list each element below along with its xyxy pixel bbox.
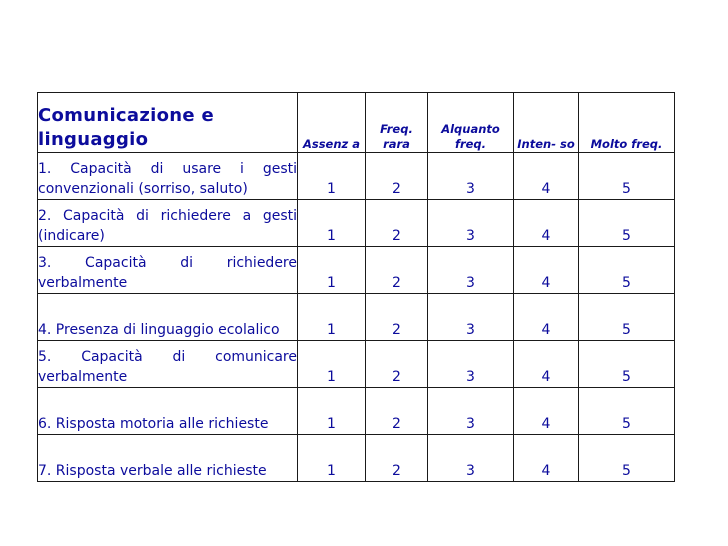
score-cell: 3 bbox=[428, 435, 514, 482]
table-row bbox=[38, 247, 675, 294]
column-header-intenso: Inten- so bbox=[514, 93, 579, 153]
score-cell: 4 bbox=[514, 247, 579, 294]
score-cell: 2 bbox=[366, 153, 428, 200]
table-row bbox=[38, 388, 675, 435]
score-cell: 1 bbox=[298, 435, 366, 482]
table-body bbox=[38, 153, 675, 482]
table-row bbox=[38, 435, 675, 482]
score-cell: 1 bbox=[298, 247, 366, 294]
score-cell: 4 bbox=[514, 435, 579, 482]
score-cell: 1 bbox=[298, 294, 366, 341]
score-cell: 5 bbox=[579, 435, 675, 482]
score-cell: 4 bbox=[514, 341, 579, 388]
item-label: 1. Capacità di usare i gesti convenzionali (sorriso, saluto) bbox=[38, 153, 298, 200]
score-cell: 1 bbox=[298, 153, 366, 200]
score-cell: 2 bbox=[366, 435, 428, 482]
score-cell: 4 bbox=[514, 200, 579, 247]
column-header-freq-rara: Freq. rara bbox=[366, 93, 428, 153]
table-row bbox=[38, 341, 675, 388]
score-cell: 2 bbox=[366, 341, 428, 388]
score-cell: 5 bbox=[579, 247, 675, 294]
rating-scale-table bbox=[37, 92, 675, 482]
score-cell: 4 bbox=[514, 153, 579, 200]
score-cell: 5 bbox=[579, 294, 675, 341]
item-label: 5. Capacità di comunicare verbalmente bbox=[38, 341, 298, 388]
score-cell: 5 bbox=[579, 388, 675, 435]
score-cell: 5 bbox=[579, 341, 675, 388]
header-row bbox=[38, 93, 675, 153]
table-title: Comunicazione e linguaggio bbox=[38, 93, 298, 153]
score-cell: 1 bbox=[298, 388, 366, 435]
score-cell: 5 bbox=[579, 200, 675, 247]
item-label: 7. Risposta verbale alle richieste bbox=[38, 435, 298, 482]
score-cell: 3 bbox=[428, 388, 514, 435]
column-header-molto-freq: Molto freq. bbox=[579, 93, 675, 153]
item-label: 6. Risposta motoria alle richieste bbox=[38, 388, 298, 435]
score-cell: 3 bbox=[428, 153, 514, 200]
item-label: 3. Capacità di richiedere verbalmente bbox=[38, 247, 298, 294]
score-cell: 5 bbox=[579, 153, 675, 200]
score-cell: 3 bbox=[428, 294, 514, 341]
score-cell: 1 bbox=[298, 200, 366, 247]
score-cell: 3 bbox=[428, 247, 514, 294]
item-label: 2. Capacità di richiedere a gesti (indicare) bbox=[38, 200, 298, 247]
table-row bbox=[38, 200, 675, 247]
score-cell: 3 bbox=[428, 200, 514, 247]
score-cell: 3 bbox=[428, 341, 514, 388]
score-cell: 4 bbox=[514, 294, 579, 341]
item-label: 4. Presenza di linguaggio ecolalico bbox=[38, 294, 298, 341]
score-cell: 2 bbox=[366, 294, 428, 341]
column-header-assenza: Assenz a bbox=[298, 93, 366, 153]
score-cell: 2 bbox=[366, 200, 428, 247]
column-header-alquanto-freq: Alquanto freq. bbox=[428, 93, 514, 153]
score-cell: 1 bbox=[298, 341, 366, 388]
table-row bbox=[38, 153, 675, 200]
score-cell: 2 bbox=[366, 247, 428, 294]
score-cell: 2 bbox=[366, 388, 428, 435]
score-cell: 4 bbox=[514, 388, 579, 435]
table-row bbox=[38, 294, 675, 341]
